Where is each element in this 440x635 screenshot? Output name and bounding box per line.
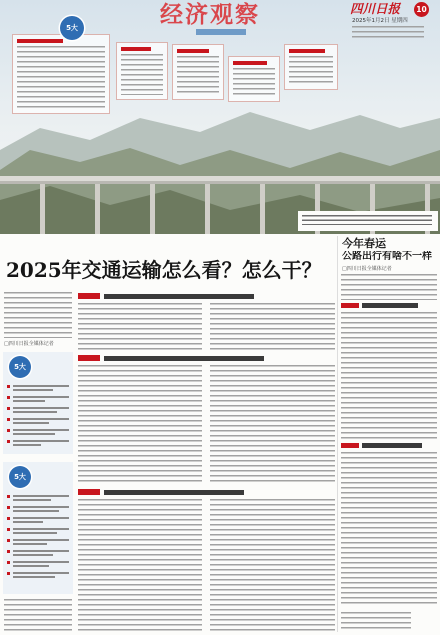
bridge-pier (260, 184, 265, 234)
list-item (13, 539, 69, 541)
list-item (13, 543, 47, 545)
side-headline-line2: 公路出行有啥不一样 (342, 251, 432, 262)
side-headline-line1: 今年春运 (342, 237, 386, 250)
list-item (13, 400, 45, 402)
info-box-text (177, 56, 219, 95)
body-text-col-a (78, 365, 202, 484)
list-bullet (7, 396, 10, 399)
editor-info-lines (352, 26, 424, 40)
body-text-col-b (210, 365, 335, 484)
list-item (13, 561, 69, 563)
list-item (13, 576, 55, 578)
list-bullet (7, 550, 10, 553)
sidebar-tail-text (4, 599, 72, 632)
list-item (13, 572, 69, 574)
list-bullet (7, 539, 10, 542)
body-text-col-a (78, 499, 202, 632)
info-box-title (289, 49, 325, 53)
list-bullet (7, 528, 10, 531)
sidebar-box-1 (3, 352, 73, 454)
bridge-pier (150, 184, 155, 234)
photo-badge: 5大 (60, 16, 84, 40)
section-title: 经济观察 (160, 1, 260, 28)
list-bullet (7, 517, 10, 520)
side-subhead-2-label (341, 443, 359, 448)
list-item (13, 444, 41, 446)
sidebar-box-2 (3, 462, 73, 594)
intro-text (4, 292, 72, 338)
photo-caption-text (302, 215, 432, 225)
body-text-col-a (78, 303, 202, 350)
info-box-1 (12, 34, 110, 114)
list-bullet (7, 385, 10, 388)
list-item (13, 565, 49, 567)
sidebar-list-2 (3, 494, 73, 590)
list-item (13, 422, 49, 424)
info-box-text (289, 56, 333, 85)
section-tagline (196, 29, 246, 35)
info-box-title (121, 47, 151, 51)
list-item (13, 407, 69, 409)
photo-caption (298, 211, 438, 231)
side-subhead-1-label (341, 303, 359, 308)
list-bullet (7, 561, 10, 564)
list-item (13, 396, 69, 398)
sidebar-badge-2: 5大 (9, 466, 31, 488)
bridge-deck (0, 176, 440, 181)
main-headline: 2025年交通运输怎么看？怎么干？ (6, 258, 322, 282)
list-item (13, 528, 69, 530)
subhead-3-title (104, 490, 244, 495)
list-bullet (7, 407, 10, 410)
list-item (13, 418, 69, 420)
subhead-2-label (78, 355, 100, 361)
info-box-title (17, 39, 63, 43)
masthead-logo: 四川日报 (350, 1, 401, 16)
side-subhead-2-title (362, 443, 422, 448)
list-bullet (7, 418, 10, 421)
page-number: 10 (414, 2, 429, 17)
footer-editor-lines (341, 612, 411, 630)
list-bullet (7, 572, 10, 575)
list-item (13, 495, 69, 497)
info-box-2 (116, 42, 168, 100)
side-body-text (341, 452, 437, 604)
issue-date: 2025年1月2日 星期四 (352, 18, 408, 24)
info-box-text (17, 46, 105, 109)
side-byline: □四川日报全媒体记者 (342, 266, 392, 272)
subhead-2-title (104, 356, 264, 361)
bridge-pier (205, 184, 210, 234)
list-item (13, 532, 57, 534)
list-item (13, 433, 55, 435)
list-item (13, 550, 69, 552)
info-box-5 (284, 44, 338, 90)
list-item (13, 517, 69, 519)
side-subhead-1-title (362, 303, 418, 308)
list-item (13, 440, 69, 442)
column-divider (337, 236, 338, 632)
list-item (13, 506, 69, 508)
list-bullet (7, 506, 10, 509)
main-byline: □四川日报全媒体记者 (4, 341, 54, 347)
info-box-text (121, 54, 163, 95)
side-body-text (341, 312, 437, 440)
list-item (13, 510, 59, 512)
subhead-1-title (104, 294, 254, 299)
bridge-deck-shadow (0, 181, 440, 184)
info-box-title (233, 61, 267, 65)
list-item (13, 389, 53, 391)
list-bullet (7, 495, 10, 498)
info-box-title (177, 49, 209, 53)
info-box-4 (228, 56, 280, 102)
info-box-text (233, 68, 275, 97)
list-item (13, 411, 57, 413)
side-body-text (341, 274, 437, 300)
sidebar-badge-1: 5大 (9, 356, 31, 378)
bridge-pier (95, 184, 100, 234)
list-bullet (7, 440, 10, 443)
subhead-3-label (78, 489, 100, 495)
list-bullet (7, 429, 10, 432)
list-item (13, 554, 53, 556)
list-item (13, 499, 51, 501)
bridge-pier (40, 184, 45, 234)
list-item (13, 429, 69, 431)
subhead-1-label (78, 293, 100, 299)
list-item (13, 385, 69, 387)
list-item (13, 521, 43, 523)
sidebar-list-1 (3, 384, 73, 450)
body-text-col-b (210, 499, 335, 632)
info-box-3 (172, 44, 224, 100)
body-text-col-b (210, 303, 335, 350)
